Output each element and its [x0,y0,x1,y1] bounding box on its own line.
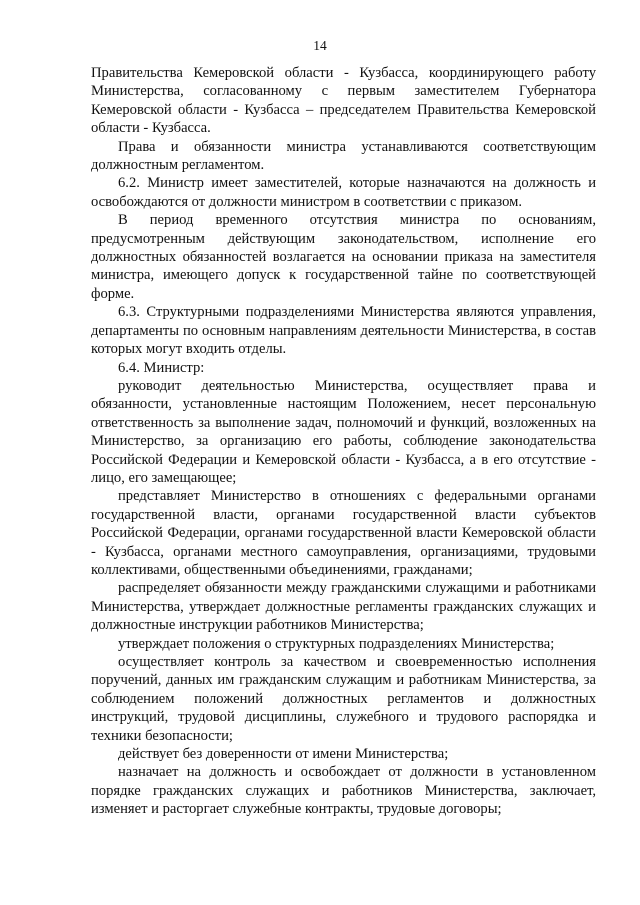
list-item-approves-regulations: утверждает положения о структурных подразделениях Министерства; [118,635,555,652]
paragraph-6-3: 6.3. Структурными подразделениями Министерства являются управления, департаменты по основным направлениям деятельности Министерства, в состав которых могут входить отделы. [91,304,596,358]
list-item-distributes-duties: распределяет обязанности между гражданскими служащими и работниками Министерства, утверждает должностные регламенты гражданских служащих и должностные инструкции работников Министерства; [91,580,596,634]
list-item-appoints-dismisses: назначает на должность и освобождает от должности в установленном порядке гражданских служащих и работников Министерства, заключает, изменяет и расторгает служебные контракты, трудовые договоры; [91,764,596,818]
paragraph-continuation: Правительства Кемеровской области - Кузбасса, координирующего работу Министерства, согласованному с первым заместителем Губернатора Кемеровской области - Кузбасса – председателем Правительства Кемеровской области - Кузбасса. [91,65,596,137]
paragraph-6-2: 6.2. Министр имеет заместителей, которые назначаются на должность и освобождаются от должности министром в соответствии с приказом. [91,175,596,210]
paragraph-6-4: 6.4. Министр: [118,359,205,376]
page-number: 14 [313,38,327,53]
paragraph-temporary-absence: В период временного отсутствия министра по основаниям, предусмотренным действующим законодательством, исполнение его должностных обязанностей возлагается на основании приказа на заместителя министра, имеющего допуск к государственной тайне по соответствующей форме. [91,212,596,302]
list-item-represents: представляет Министерство в отношениях с федеральными органами государственной власти, органами государственной власти субъектов Российской Федерации, органами государственной власти Кемеровской области - Кузбасса, органами местного самоуправления, организациями, трудовыми коллективами, общественными объединениями, гражданами; [91,488,596,578]
list-item-acts-without-proxy: действует без доверенности от имени Министерства; [118,746,449,763]
list-item-controls-execution: осуществляет контроль за качеством и своевременностью исполнения поручений, данных им гражданским служащим и работникам Министерства, за соблюдением положений должностных регламентов и должностных инструкций, трудовой дисциплины, служебного и трудового распорядка и техники безопасности; [91,654,596,744]
paragraph-minister-rights: Права и обязанности министра устанавливаются соответствующим должностным регламентом. [91,138,596,174]
document-body [91,64,596,819]
list-item-directs-activity: руководит деятельностью Министерства, осуществляет права и обязанности, установленные настоящим Положением, несет персональную ответственность за выполнение задач, полномочий и функций, возложенных на Министерство, за организацию его работы, соблюдение законодательства Российской Федерации и Кемеровской области - Кузбасса, а в его отсутствие - лицо, его замещающее; [91,377,596,486]
